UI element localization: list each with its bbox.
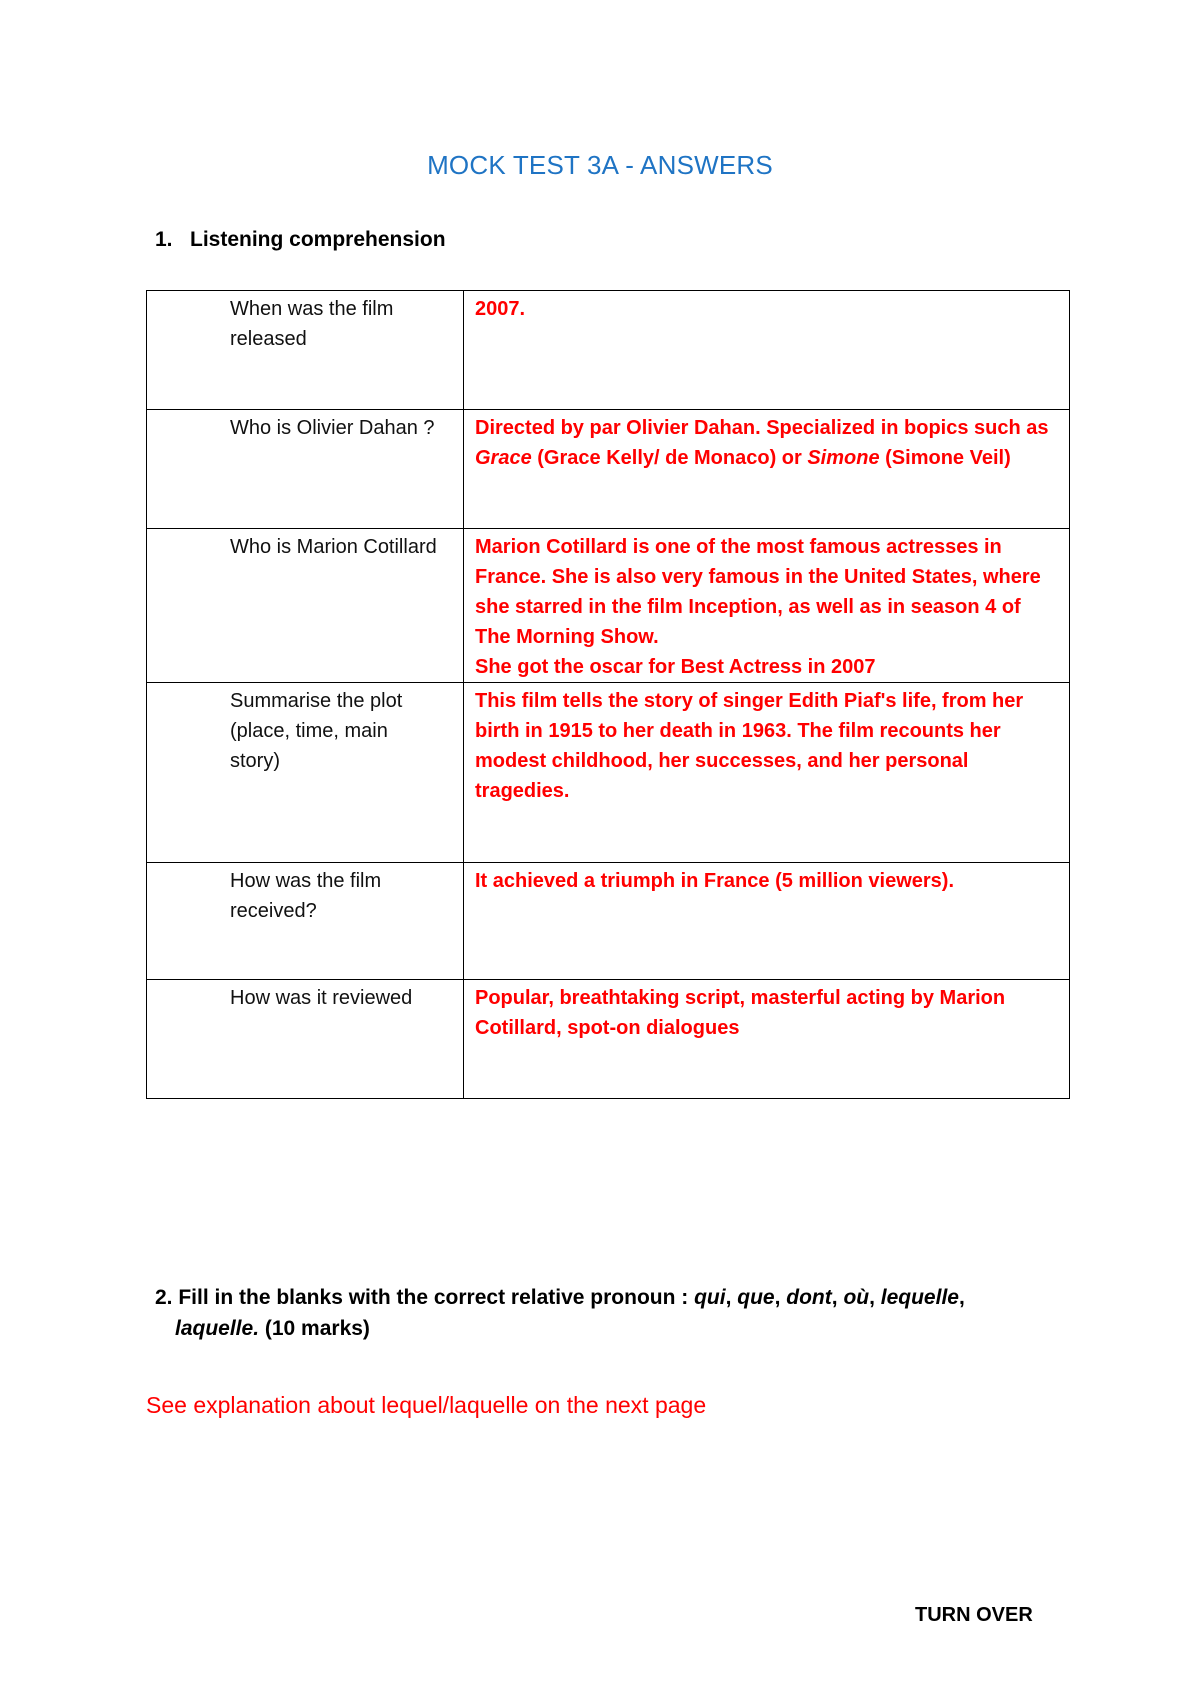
section-2-instructions: 2. Fill in the blanks with the correct relative pronoun : qui, que, dont, où, lequelle, laquelle. (10 marks) (155, 1286, 965, 1340)
question-cell: When was the film released (147, 291, 464, 410)
answer-cell: This film tells the story of singer Edith Piaf's life, from her birth in 1915 to her death in 1963. The film recounts her modest childhood, her successes, and her personal tragedies. (464, 683, 1070, 863)
question-cell: Who is Marion Cotillard (147, 529, 464, 683)
answer-cell: It achieved a triumph in France (5 million viewers). (464, 863, 1070, 980)
next-page-note: See explanation about lequel/laquelle on the next page (146, 1392, 707, 1418)
turn-over-label: TURN OVER (915, 1604, 1033, 1626)
table-row (147, 683, 1070, 863)
answer-cell: 2007. (464, 291, 1070, 410)
table-row (147, 291, 1070, 410)
table-row (147, 980, 1070, 1099)
page-title: MOCK TEST 3A - ANSWERS (427, 150, 773, 180)
answer-cell: Directed by par Olivier Dahan. Specialized in bopics such as Grace (Grace Kelly/ de Monaco) or Simone (Simone Veil) (464, 410, 1070, 529)
question-cell: How was it reviewed (147, 980, 464, 1099)
section-1-heading (155, 228, 446, 252)
question-cell: Summarise the plot (place, time, main story) (147, 683, 464, 863)
answer-cell: Popular, breathtaking script, masterful acting by Marion Cotillard, spot-on dialogues (464, 980, 1070, 1099)
section-1-title: Listening comprehension (190, 228, 446, 251)
question-cell: Who is Olivier Dahan ? (147, 410, 464, 529)
section-1-number: 1. (155, 228, 173, 251)
table-row (147, 529, 1070, 683)
qa-table (146, 290, 1070, 1099)
table-row (147, 863, 1070, 980)
question-cell: How was the film received? (147, 863, 464, 980)
table-row (147, 410, 1070, 529)
answer-cell: Marion Cotillard is one of the most famous actresses in France. She is also very famous in the United States, where she starred in the film Inception, as well as in season 4 of The Morning Show. She got the oscar for Best Actress in 2007 (464, 529, 1070, 683)
